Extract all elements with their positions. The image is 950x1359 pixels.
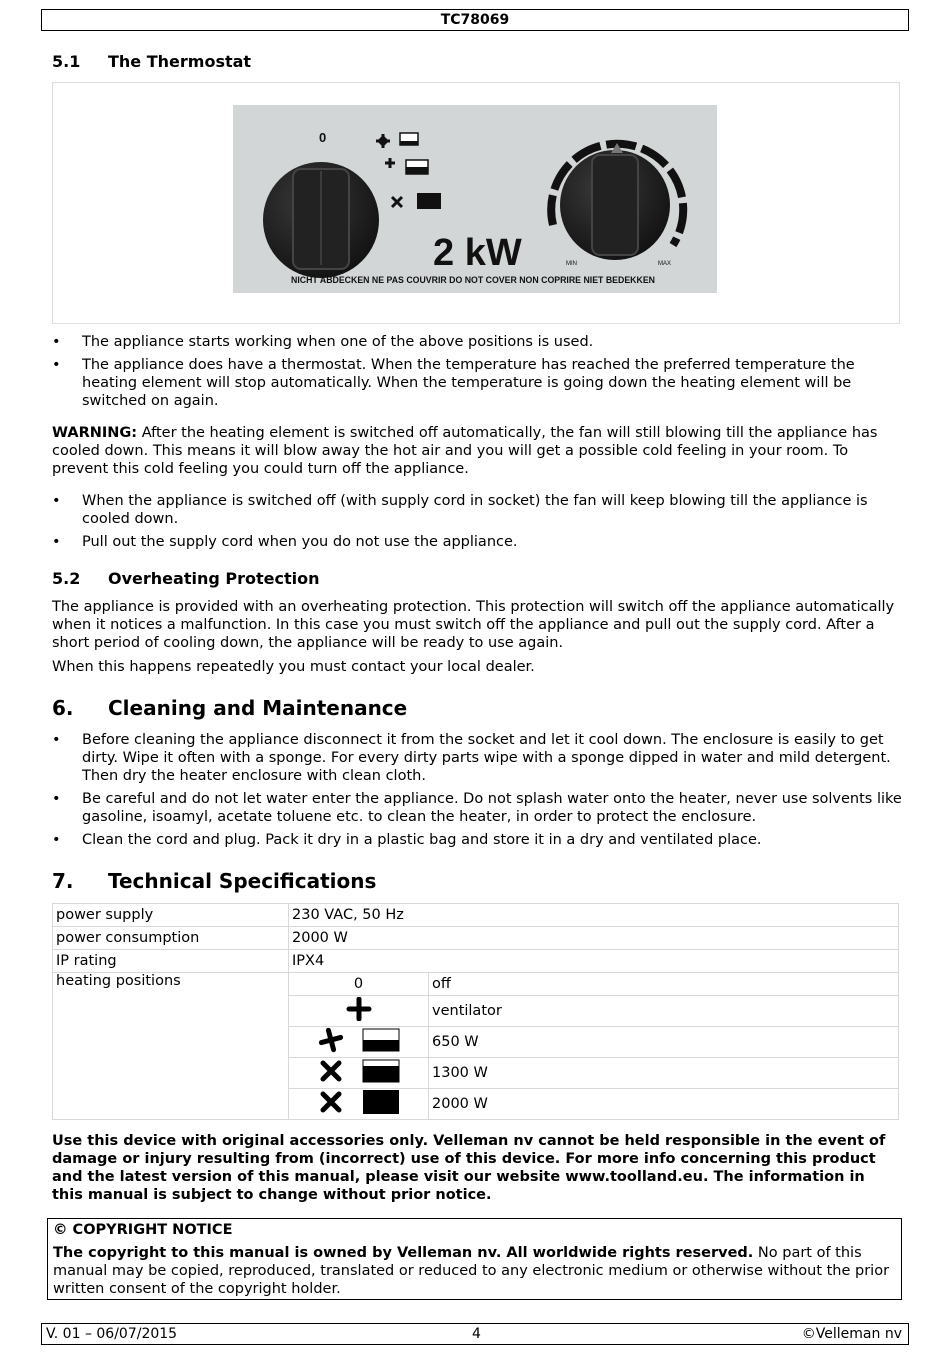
section-number: 5.2 [52,569,81,588]
position-value: 650 W [429,1027,899,1058]
section-title: Cleaning and Maintenance [108,696,408,720]
section-title: The Thermostat [108,52,252,71]
list-item: • Pull out the supply cord when you do not use the appliance. [52,533,902,551]
table-row [53,904,899,927]
section-number: 5.1 [52,52,81,71]
section-6-heading [52,696,407,720]
section-title: Overheating Protection [108,569,320,588]
position-symbol [289,996,429,1027]
spec-key: power supply [53,904,289,927]
list-item: • The appliance does have a thermostat. When the temperature has reached the preferred temperature the heating element will stop automatically. When the temperature is going down the heating element will be switched on again. [52,356,902,410]
position-value: 2000 W [429,1089,899,1120]
disclaimer-paragraph: Use this device with original accessories only. Velleman nv cannot be held responsible in the event of damage or injury resulting from (incorrect) use of this device. For more info concerning this product and the latest version of this manual, please visit our website www.toolland.eu. The information in this manual is subject to change without prior notice. [52,1133,886,1203]
thermostat-bullets [52,333,902,415]
warning-paragraph [52,424,900,478]
position-symbol: 0 [289,973,429,996]
table-row [53,950,899,973]
warning-label: WARNING: [52,425,138,441]
fan-low-heat-icon [317,1027,401,1053]
overheating-paragraph: The appliance is provided with an overheating protection. This protection will switch off the appliance automatically when it notices a malfunction. In this case you must switch off the appliance and pull out the supply cord. After a short period of cooling down, the appliance will be ready to use again. [52,599,895,651]
list-item: • Clean the cord and plug. Pack it dry in a plastic bag and store it in a dry and ventilated place. [52,831,902,849]
position-value: 1300 W [429,1058,899,1089]
fan-high-heat-icon [317,1089,401,1115]
spec-value: IPX4 [289,950,899,973]
position-symbol [289,1027,429,1058]
position-value: off [429,973,899,996]
footer-brand: ©Velleman nv [801,1326,902,1342]
copyright-bold: The copyright to this manual is owned by Velleman nv. All worldwide rights reserved. [53,1245,754,1261]
copyright-text [53,1244,896,1298]
position-value: ventilator [429,996,899,1027]
section-number: 7. [52,869,74,893]
list-item: • The appliance starts working when one of the above positions is used. [52,333,902,351]
section-title: Technical Specifications [108,869,377,893]
fan-icon [346,997,372,1021]
table-row [53,927,899,950]
page-footer [41,1323,909,1345]
cleaning-bullets [52,731,902,854]
spec-value: 230 VAC, 50 Hz [289,904,899,927]
spec-key: IP rating [53,950,289,973]
page-number: 4 [472,1326,481,1342]
section-5-2-heading [52,569,319,588]
list-item: • Be careful and do not let water enter the appliance. Do not splash water onto the heater, never use solvents like gasoline, isoamyl, acetate toluene etc. to clean the heater, in order to protect the enclosure. [52,790,902,826]
fan-medium-heat-icon [317,1058,401,1084]
warning-text: After the heating element is switched off automatically, the fan will still blowing till the appliance has cooled down. This means it will blow away the hot air and you will get a possible cold feeling in your room. To prevent this cold feeling you could turn off the appliance. [52,425,878,477]
spec-value: 2000 W [289,927,899,950]
footer-version: V. 01 – 06/07/2015 [46,1326,178,1342]
page-header [41,9,909,31]
dealer-paragraph: When this happens repeatedly you must contact your local dealer. [52,659,535,675]
list-item: • When the appliance is switched off (with supply cord in socket) the fan will keep blowing till the appliance is cooled down. [52,492,902,528]
table-row [53,973,899,996]
copyright-rest: No part of this manual may be copied, reproduced, translated or reduced to any electronic medium or otherwise without the prior written consent of the copyright holder. [53,1245,890,1297]
power-rating-label: 2 kW [433,232,522,274]
section-7-heading [52,869,376,893]
copyright-notice [47,1218,902,1300]
thermostat-photo [233,105,717,293]
specifications-table [52,903,899,1120]
model-number: TC78069 [440,12,510,28]
spec-key: heating positions [53,973,289,1120]
copyright-title: © COPYRIGHT NOTICE [53,1222,233,1238]
do-not-cover-label: NICHT ABDECKEN NE PAS COUVRIR DO NOT COVER NON COPRIRE NIET BEDEKKEN [291,275,656,286]
min-label: MIN [566,261,577,267]
switch-off-bullets [52,492,902,556]
section-5-1-heading [52,52,251,71]
section-number: 6. [52,696,74,720]
position-symbol [289,1058,429,1089]
position-symbol [289,1089,429,1120]
max-label: MAX [658,261,672,267]
list-item: • Before cleaning the appliance disconnect it from the socket and let it cool down. The enclosure is easily to get dirty. Wipe it often with a sponge. For every dirty parts wipe with a sponge dipped in water and mild detergent. Then dry the heater enclosure with clean cloth. [52,731,902,785]
thermostat-panel-illustration [233,105,717,293]
spec-key: power consumption [53,927,289,950]
position-zero-label: 0 [319,130,327,145]
